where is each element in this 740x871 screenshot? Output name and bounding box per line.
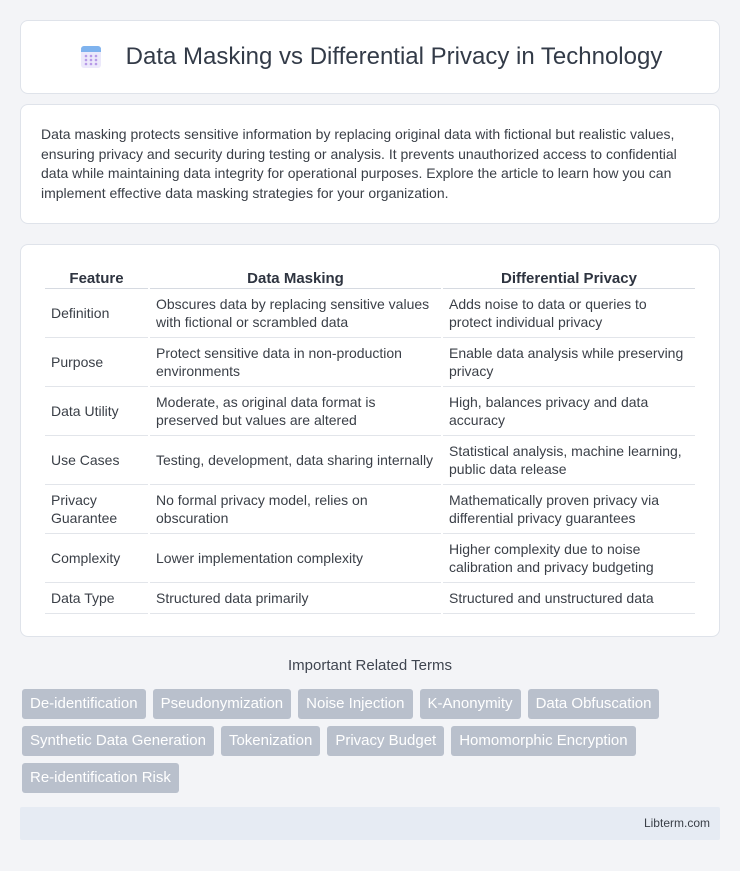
related-term-tag[interactable]: Synthetic Data Generation: [22, 726, 214, 756]
row-differential-privacy: High, balances privacy and data accuracy: [443, 387, 695, 436]
row-feature: Purpose: [45, 338, 148, 387]
row-feature: Complexity: [45, 534, 148, 583]
table-header-row: [45, 265, 695, 289]
row-differential-privacy: Structured and unstructured data: [443, 583, 695, 614]
row-data-masking: Moderate, as original data format is preserved but values are altered: [150, 387, 441, 436]
table-row: [45, 485, 695, 534]
related-term-tag[interactable]: Privacy Budget: [327, 726, 444, 756]
table-row: [45, 387, 695, 436]
row-differential-privacy: Statistical analysis, machine learning, public data release: [443, 436, 695, 485]
row-data-masking: Lower implementation complexity: [150, 534, 441, 583]
page-title: Data Masking vs Differential Privacy in Technology: [125, 43, 663, 70]
intro-paragraph: Data masking protects sensitive information by replacing original data with fictional but realistic values, ensuring privacy and security during testing or analysis. It prevents unauthorized access to confidential data while maintaining data integrity for operational purposes. Explore the article to learn how you can implement effective data masking strategies for your organization.: [41, 126, 677, 201]
row-feature: Data Utility: [45, 387, 148, 436]
comparison-table: [43, 265, 697, 614]
row-differential-privacy: Mathematically proven privacy via differential privacy guarantees: [443, 485, 695, 534]
row-data-masking: Obscures data by replacing sensitive values with fictional or scrambled data: [150, 289, 441, 338]
related-term-tag[interactable]: Homomorphic Encryption: [451, 726, 635, 756]
related-term-tag[interactable]: Data Obfuscation: [528, 689, 660, 719]
row-differential-privacy: Higher complexity due to noise calibration and privacy budgeting: [443, 534, 695, 583]
row-data-masking: Protect sensitive data in non-production environments: [150, 338, 441, 387]
related-term-tag[interactable]: Pseudonymization: [153, 689, 292, 719]
related-terms-list: [22, 689, 722, 800]
row-data-masking: No formal privacy model, relies on obscuration: [150, 485, 441, 534]
document-icon: [78, 44, 104, 70]
footer-site-link[interactable]: Libterm.com: [643, 816, 710, 830]
row-data-masking: Testing, development, data sharing internally: [150, 436, 441, 485]
table-row: [45, 534, 695, 583]
column-header-data-masking: Data Masking: [150, 265, 441, 289]
related-term-tag[interactable]: Tokenization: [221, 726, 320, 756]
row-differential-privacy: Adds noise to data or queries to protect individual privacy: [443, 289, 695, 338]
related-term-tag[interactable]: Re-identification Risk: [22, 763, 179, 793]
column-header-feature: Feature: [45, 265, 148, 289]
table-row: [45, 436, 695, 485]
row-feature: Data Type: [45, 583, 148, 614]
row-differential-privacy: Enable data analysis while preserving privacy: [443, 338, 695, 387]
footer: [20, 807, 720, 840]
intro-card: [20, 104, 720, 224]
header-card: [20, 20, 720, 94]
related-term-tag[interactable]: Noise Injection: [298, 689, 412, 719]
table-row: [45, 338, 695, 387]
related-terms-title: Important Related Terms: [288, 657, 452, 674]
table-row: [45, 583, 695, 614]
column-header-differential-privacy: Differential Privacy: [443, 265, 695, 289]
row-feature: Definition: [45, 289, 148, 338]
row-feature: Privacy Guarantee: [45, 485, 148, 534]
comparison-table-card: [20, 244, 720, 637]
related-term-tag[interactable]: K-Anonymity: [420, 689, 521, 719]
row-data-masking: Structured data primarily: [150, 583, 441, 614]
row-feature: Use Cases: [45, 436, 148, 485]
related-term-tag[interactable]: De-identification: [22, 689, 146, 719]
table-row: [45, 289, 695, 338]
